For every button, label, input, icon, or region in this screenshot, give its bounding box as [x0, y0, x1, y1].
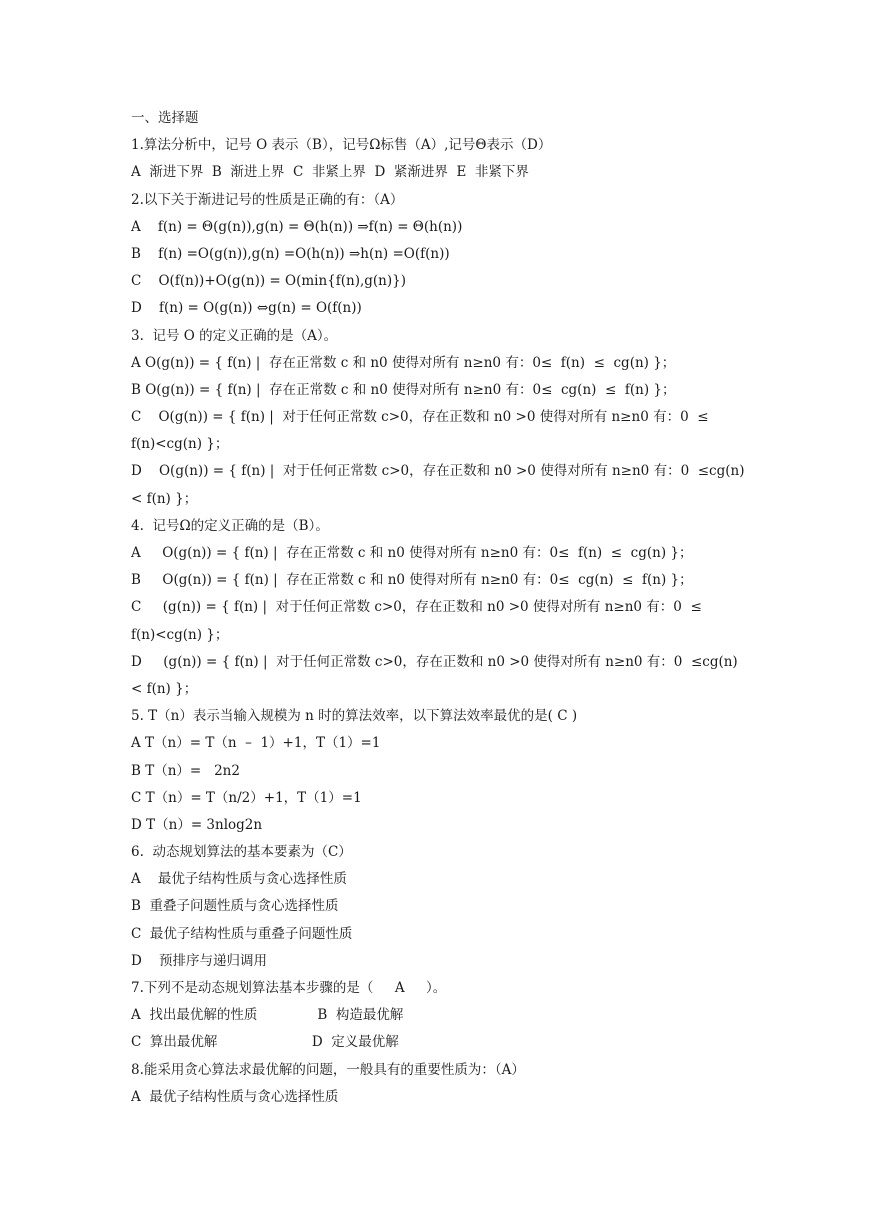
text-line: D T（n）= 3nlog2n	[131, 816, 263, 833]
text-line: D 预排序与递归调用	[131, 952, 267, 969]
text-line: f(n)<cg(n) }；	[131, 436, 229, 453]
text-line: D O(g(n)) = { f(n) | 对于任何正常数 c>0，存在正数和 n0 >0 使得对所有 n≥n0 有：0 ≤cg(n)	[131, 463, 745, 480]
text-line: C 算出最优解 D 定义最优解	[131, 1034, 399, 1051]
text-line: 5. T（n）表示当输入规模为 n 时的算法效率，以下算法效率最优的是( C )	[131, 708, 578, 725]
text-line: B T（n）= 2n2	[131, 762, 240, 779]
text-line: A 找出最优解的性质 B 构造最优解	[131, 1007, 404, 1024]
text-line: < f(n) }；	[131, 680, 198, 697]
text-line: D f(n) = O(g(n)) ⇔g(n) = O(f(n))	[131, 300, 362, 317]
text-line: C T（n）= T（n/2）+1，T（1）=1	[131, 789, 362, 806]
text-line: 6. 动态规划算法的基本要素为（C）	[131, 844, 352, 861]
text-line: 4. 记号Ω的定义正确的是（B）。	[131, 517, 329, 534]
text-line: A 渐进下界 B 渐进上界 C 非紧上界 D 紧渐进界 E 非紧下界	[131, 164, 529, 181]
text-line: A 最优子结构性质与贪心选择性质	[131, 1088, 339, 1105]
text-line: 3. 记号 O 的定义正确的是（A）。	[131, 327, 338, 344]
text-line: C 最优子结构性质与重叠子问题性质	[131, 925, 353, 942]
text-line: A O(g(n)) = { f(n) | 存在正常数 c 和 n0 使得对所有 n≥n0 有：0≤ f(n) ≤ cg(n) }；	[131, 545, 693, 561]
text-line: 8.能采用贪心算法求最优解的问题，一般具有的重要性质为：（A）	[131, 1061, 525, 1078]
text-line: 7.下列不是动态规划算法基本步骤的是（ A ）。	[131, 980, 447, 996]
text-line: A 最优子结构性质与贪心选择性质	[131, 871, 347, 888]
text-line: B 重叠子问题性质与贪心选择性质	[131, 898, 339, 915]
document-body	[131, 105, 761, 1111]
text-line: C O(g(n)) = { f(n) | 对于任何正常数 c>0，存在正数和 n0 >0 使得对所有 n≥n0 有：0 ≤	[131, 409, 709, 426]
text-line: A T（n）= T（n – 1）+1，T（1）=1	[131, 735, 381, 752]
text-line: B O(g(n)) = { f(n) | 存在正常数 c 和 n0 使得对所有 n≥n0 有：0≤ cg(n) ≤ f(n) }；	[131, 381, 676, 398]
text-line: 1.算法分析中，记号 O 表示（B），记号Ω标售（A）,记号Θ表示（D）	[131, 137, 552, 154]
text-line: 一、选择题	[131, 110, 199, 126]
text-line: < f(n) }；	[131, 490, 198, 507]
text-line: C (g(n)) = { f(n) | 对于任何正常数 c>0，存在正数和 n0 >0 使得对所有 n≥n0 有：0 ≤	[131, 599, 702, 616]
text-line: 2.以下关于渐进记号的性质是正确的有：（A）	[131, 191, 404, 208]
text-line: C O(f(n))+O(g(n)) = O(min{f(n),g(n)})	[131, 273, 406, 290]
text-line: B f(n) =O(g(n)),g(n) =O(h(n)) ⇒h(n) =O(f(n))	[131, 245, 450, 262]
text-line: A O(g(n)) = { f(n) | 存在正常数 c 和 n0 使得对所有 n≥n0 有：0≤ f(n) ≤ cg(n) }；	[131, 354, 676, 371]
text-line: D (g(n)) = { f(n) | 对于任何正常数 c>0，存在正数和 n0 >0 使得对所有 n≥n0 有：0 ≤cg(n)	[131, 653, 738, 670]
text-line: B O(g(n)) = { f(n) | 存在正常数 c 和 n0 使得对所有 n≥n0 有：0≤ cg(n) ≤ f(n) }；	[131, 572, 693, 589]
text-line: A f(n) = Θ(g(n)),g(n) = Θ(h(n)) ⇒f(n) = Θ(h(n))	[131, 218, 463, 235]
text-line: f(n)<cg(n) }；	[131, 626, 229, 643]
